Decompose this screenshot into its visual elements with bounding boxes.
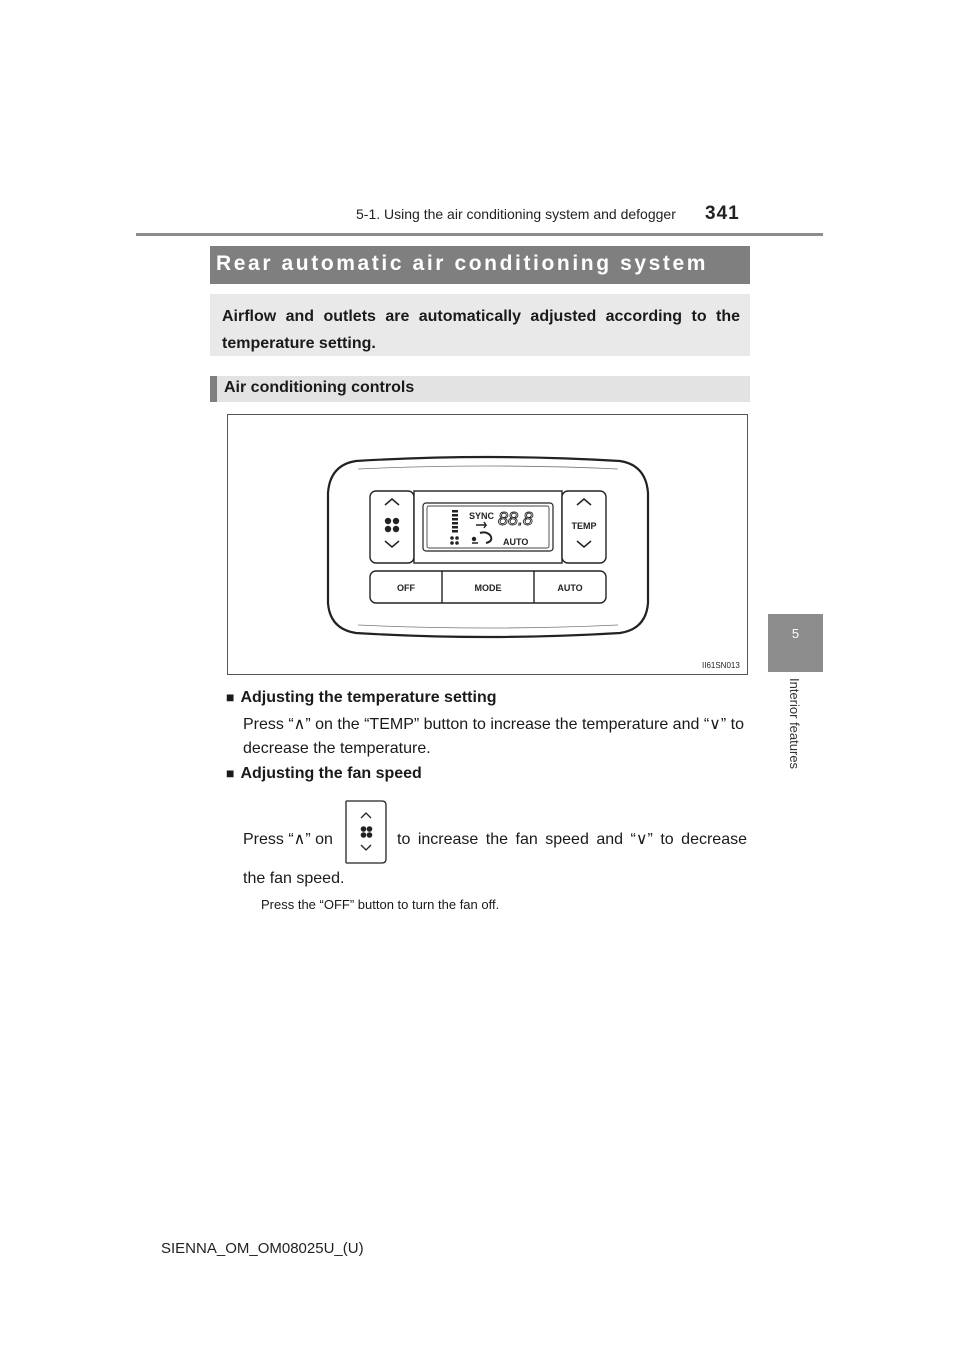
chapter-tab — [768, 614, 823, 672]
chapter-label: Interior features — [787, 678, 802, 770]
item-text-fan-after: to increase the fan speed and “∨” to decrease — [397, 831, 747, 848]
item-heading-text: Adjusting the temperature setting — [240, 689, 497, 706]
figure-id: II61SN013 — [702, 661, 740, 670]
bullet-icon: ■ — [226, 689, 235, 705]
control-panel-figure — [227, 414, 748, 675]
section-header: 5-1. Using the air conditioning system and defogger — [356, 206, 676, 222]
item-text-temperature: Press “∧” on the “TEMP” button to increase the temperature and “∨” to decrease the temperature. — [243, 716, 744, 757]
item-heading-temperature — [226, 689, 497, 707]
item-text-fan-end: the fan speed. — [243, 870, 345, 887]
item-heading-text: Adjusting the fan speed — [240, 765, 422, 782]
fan-button — [370, 491, 414, 563]
control-panel-illustration — [228, 415, 747, 674]
page-number: 341 — [705, 203, 740, 224]
display-sync: SYNC — [469, 511, 495, 521]
subsection-accent — [210, 376, 217, 402]
item-heading-fan-speed — [226, 765, 422, 783]
temp-label: TEMP — [571, 521, 597, 531]
chapter-number: 5 — [791, 626, 800, 641]
item-note: Press the “OFF” button to turn the fan off. — [261, 897, 500, 912]
header-rule — [136, 233, 823, 236]
mode-button-label: MODE — [474, 583, 502, 593]
intro-text: Airflow and outlets are automatically adjusted according to the temperature setting. — [222, 308, 740, 352]
bullet-icon: ■ — [226, 765, 235, 781]
off-button-label: OFF — [397, 583, 415, 593]
item-text-fan-before: Press “∧” on — [243, 831, 333, 848]
page-title: Rear automatic air conditioning system — [216, 252, 709, 275]
footer-doc-id: SIENNA_OM_OM08025U_(U) — [161, 1240, 364, 1257]
auto-button-label: AUTO — [557, 583, 583, 593]
subsection-title: Air conditioning controls — [224, 379, 415, 396]
fan-button-icon — [345, 800, 387, 864]
display-digits: 88.8 — [498, 509, 534, 529]
display-auto: AUTO — [503, 537, 529, 547]
